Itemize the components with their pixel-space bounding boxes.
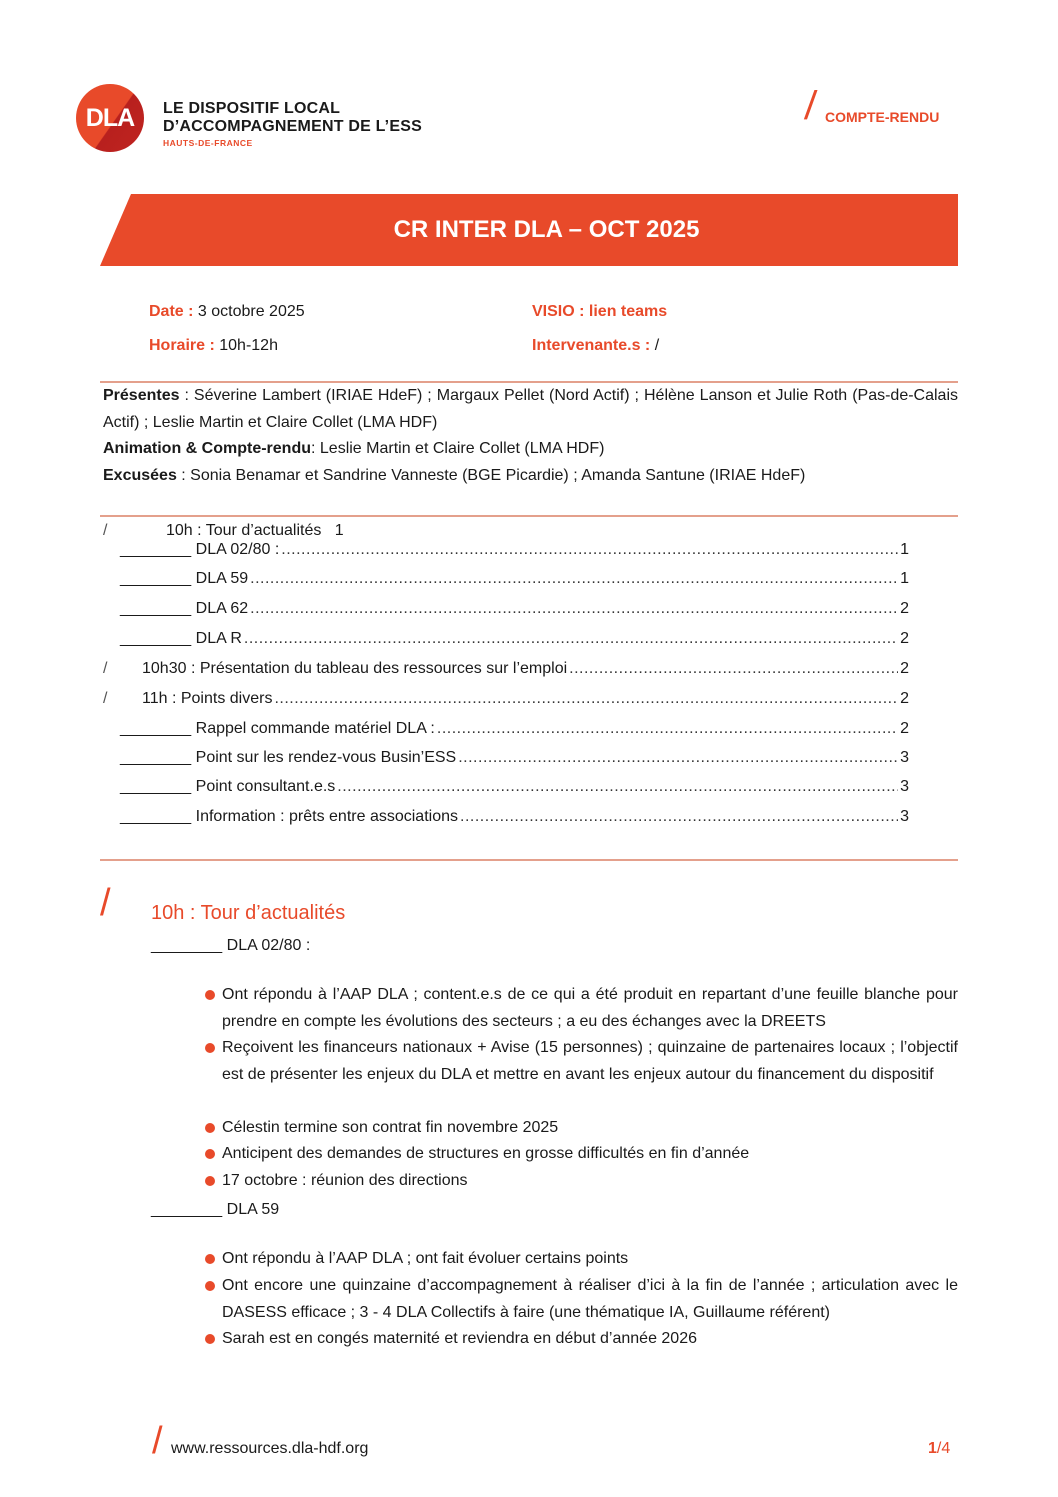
bullet-icon [205,1043,215,1053]
animation-label: Animation & Compte-rendu [103,440,311,457]
toc-entry[interactable] [103,690,909,712]
list-item-text: 17 octobre : réunion des directions [222,1172,468,1189]
subsection-prefix: ________ [151,937,223,954]
bullet-icon [205,1281,215,1291]
toc-entry[interactable] [103,660,909,682]
excusees-value: : Sonia Benamar et Sandrine Vanneste (BGE Picardie) ; Amanda Santune (IRIAE HdeF) [176,466,806,484]
section-heading: 10h : Tour d’actualités [151,902,346,924]
presentes-label: Présentes [103,387,180,404]
toc-entry[interactable] [103,720,909,742]
subsection-title: DLA 02/80 : [226,937,311,954]
dla-logo-mark: DLA [76,84,144,152]
toc-entry[interactable] [103,630,909,652]
list-item [205,1246,958,1273]
list-item [205,1035,958,1088]
toc-leader [274,690,898,708]
list-item-text: Sarah est en congés maternité et reviendra en début d’année 2026 [222,1330,697,1347]
toc-entry[interactable] [103,778,909,800]
visio-label: VISIO : lien teams [532,303,668,320]
bullet-icon [205,1254,215,1264]
toc-label: Rappel commande matériel DLA : [195,720,435,737]
slash-decoration-icon: / [100,882,111,924]
toc-leader [337,778,898,796]
toc-leader [458,749,898,767]
toc-prefix: ________ [120,808,192,825]
bullet-icon [205,1149,215,1159]
toc-page: 2 [900,690,909,707]
date-value: 3 octobre 2025 [193,303,305,320]
toc-label: DLA R [195,630,242,647]
toc-page: 3 [900,778,909,795]
horaire-label: Horaire : [149,337,215,354]
page-total: /4 [936,1440,951,1457]
list-item [205,1168,958,1195]
subsection-prefix: ________ [151,1201,223,1218]
page-number [928,1440,950,1458]
toc-page: 3 [900,808,909,825]
toc-entry[interactable] [103,749,909,771]
toc-leader [437,720,898,738]
excusees-label: Excusées [103,466,177,484]
logo-title-line2: D’ACCOMPAGNEMENT DE L’ESS [163,118,422,135]
intervenants-label: Intervenante.s : [532,337,651,354]
toc-leader [250,600,898,618]
page-current: 1 [928,1440,937,1457]
list-item [205,1115,958,1142]
toc-prefix: ________ [120,570,192,587]
subsection-heading [151,1201,279,1219]
bullet-icon [205,1176,215,1186]
meta-intervenants [532,337,659,355]
list-item-text: Ont répondu à l’AAP DLA ; content.e.s de ce qui a été produit en repartant d’une feuille blanche pour prendre en compte les évolutions des secteurs ; a eu des échanges avec la DREETS [222,986,958,1030]
toc-entry[interactable] [103,522,909,540]
list-item [205,1326,958,1353]
bullet-icon [205,1334,215,1344]
list-item-text: Ont encore une quinzaine d’accompagnement à réaliser d’ici à la fin de l’année ; articulation avec le DASESS efficace ; 3 - 4 DLA Collectifs à faire (une thématique IA, Guillaume référent) [222,1277,958,1321]
subsection-title: DLA 59 [226,1201,280,1218]
toc-entry[interactable] [103,541,909,563]
toc-leader [281,541,898,559]
list-item-text: Célestin termine son contrat fin novembre 2025 [222,1119,559,1136]
logo-region: HAUTS-DE-FRANCE [163,138,253,148]
toc-label: 11h : Points divers [142,690,273,707]
toc-label: Information : prêts entre associations [195,808,458,825]
meta-date [149,303,305,321]
toc-label: DLA 02/80 : [195,541,280,558]
toc-entry[interactable] [103,570,909,592]
toc-page: 2 [900,630,909,647]
divider [100,859,958,861]
attendance-block [103,383,958,489]
toc-page: 1 [900,570,909,587]
toc-label: DLA 62 [195,600,249,617]
excusees-line [103,463,958,490]
toc-entry[interactable] [103,808,909,830]
doc-type-label: COMPTE-RENDU [825,109,940,125]
toc-leader [460,808,898,826]
toc-prefix: ________ [120,630,192,647]
toc-label: 10h30 : Présentation du tableau des ressources sur l’emploi [142,660,568,677]
slash-decoration-icon: / [152,1420,163,1462]
toc-prefix: ________ [120,720,192,737]
toc-page: 2 [900,660,909,677]
bullet-icon [205,990,215,1000]
toc-leader [244,630,898,648]
subsection-heading [151,937,310,955]
toc-prefix: ________ [120,541,192,558]
date-label: Date : [149,303,194,320]
toc-prefix: ________ [120,778,192,795]
toc-prefix: ________ [120,600,192,617]
animation-value: : Leslie Martin et Claire Collet (LMA HDF) [311,440,605,457]
toc-label: 10h : Tour d’actualités 1 [166,522,344,539]
toc-prefix: / [103,690,108,707]
toc-prefix: / [103,660,108,677]
toc-page: 1 [900,541,909,558]
meta-visio [532,303,667,321]
logo-title-line1: LE DISPOSITIF LOCAL [163,100,341,117]
page-title: CR INTER DLA – OCT 2025 [393,216,700,243]
list-item-text: Anticipent des demandes de structures en grosse difficultés en fin d’année [222,1145,750,1162]
animation-line [103,436,958,463]
toc-prefix: ________ [120,749,192,766]
meta-horaire [149,337,278,355]
intervenants-value: / [650,337,660,354]
slash-decoration-icon: / [803,84,819,128]
toc-leader [569,660,898,678]
list-item [205,1273,958,1326]
horaire-value: 10h-12h [214,337,278,354]
list-item-text: Ont répondu à l’AAP DLA ; ont fait évoluer certains points [222,1250,629,1267]
toc-label: Point sur les rendez-vous Busin’ESS [195,749,457,766]
toc-page: 3 [900,749,909,766]
footer-website-link[interactable]: www.ressources.dla-hdf.org [171,1440,369,1457]
toc-label: Point consultant.e.s [195,778,336,795]
toc-page: 2 [900,720,909,737]
toc-page: 2 [900,600,909,617]
presentes-line [103,383,958,436]
toc-leader [250,570,898,588]
list-item [205,982,958,1035]
divider [100,515,958,517]
presentes-value: : Séverine Lambert (IRIAE HdeF) ; Margaux Pellet (Nord Actif) ; Hélène Lanson et Julie Roth (Pas-de-Calais Actif) ; Leslie Martin et Claire Collet (LMA HDF) [103,387,958,431]
toc-prefix: / [103,522,108,539]
toc-entry[interactable] [103,600,909,622]
list-item-text: Reçoivent les financeurs nationaux + Avise (15 personnes) ; quinzaine de partenaires locaux ; l’objectif est de présenter les enjeux du DLA et mettre en avant les enjeux autour du financement du dispositif [222,1039,958,1083]
list-item [205,1141,958,1168]
toc-label: DLA 59 [195,570,249,587]
bullet-icon [205,1123,215,1133]
